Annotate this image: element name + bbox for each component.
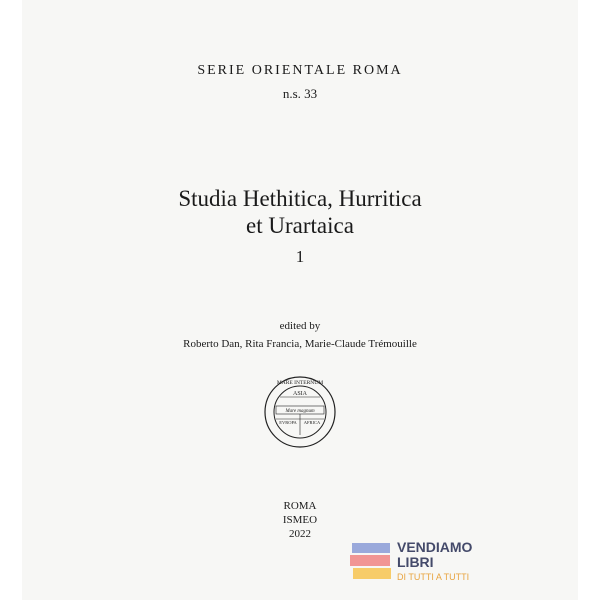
series-name: SERIE ORIENTALE ROMA: [197, 63, 403, 78]
emblem-right-label: AFRICA: [303, 420, 321, 425]
emblem-ring-text: MARE INTERNUM: [276, 380, 324, 386]
imprint-year: 2022: [289, 528, 311, 540]
watermark-line-2: LIBRI: [397, 554, 434, 570]
book-title-line-1: Studia Hethitica, Hurritica: [178, 186, 422, 211]
watermark-tagline: DI TUTTI A TUTTI: [397, 572, 470, 582]
emblem-left-label: EVROPA: [279, 420, 297, 425]
imprint-publisher: ISMEO: [282, 514, 318, 526]
watermark-line-1: VENDIAMO: [397, 539, 473, 555]
ismeo-emblem-icon: [263, 375, 337, 449]
edited-by-label: edited by: [279, 320, 321, 332]
volume-number: 1: [295, 247, 305, 266]
series-number: n.s. 33: [282, 86, 318, 101]
book-stack-icon: [350, 539, 394, 583]
vendiamo-libri-watermark: [350, 537, 490, 587]
emblem-band-text: Mare magnum: [285, 409, 315, 414]
editors: Roberto Dan, Rita Francia, Marie-Claude Trémouille: [183, 338, 417, 350]
imprint-place: ROMA: [283, 500, 317, 512]
book-title-line-2: et Urartaica: [246, 213, 354, 238]
emblem-asia-label: ASIA: [292, 391, 308, 397]
